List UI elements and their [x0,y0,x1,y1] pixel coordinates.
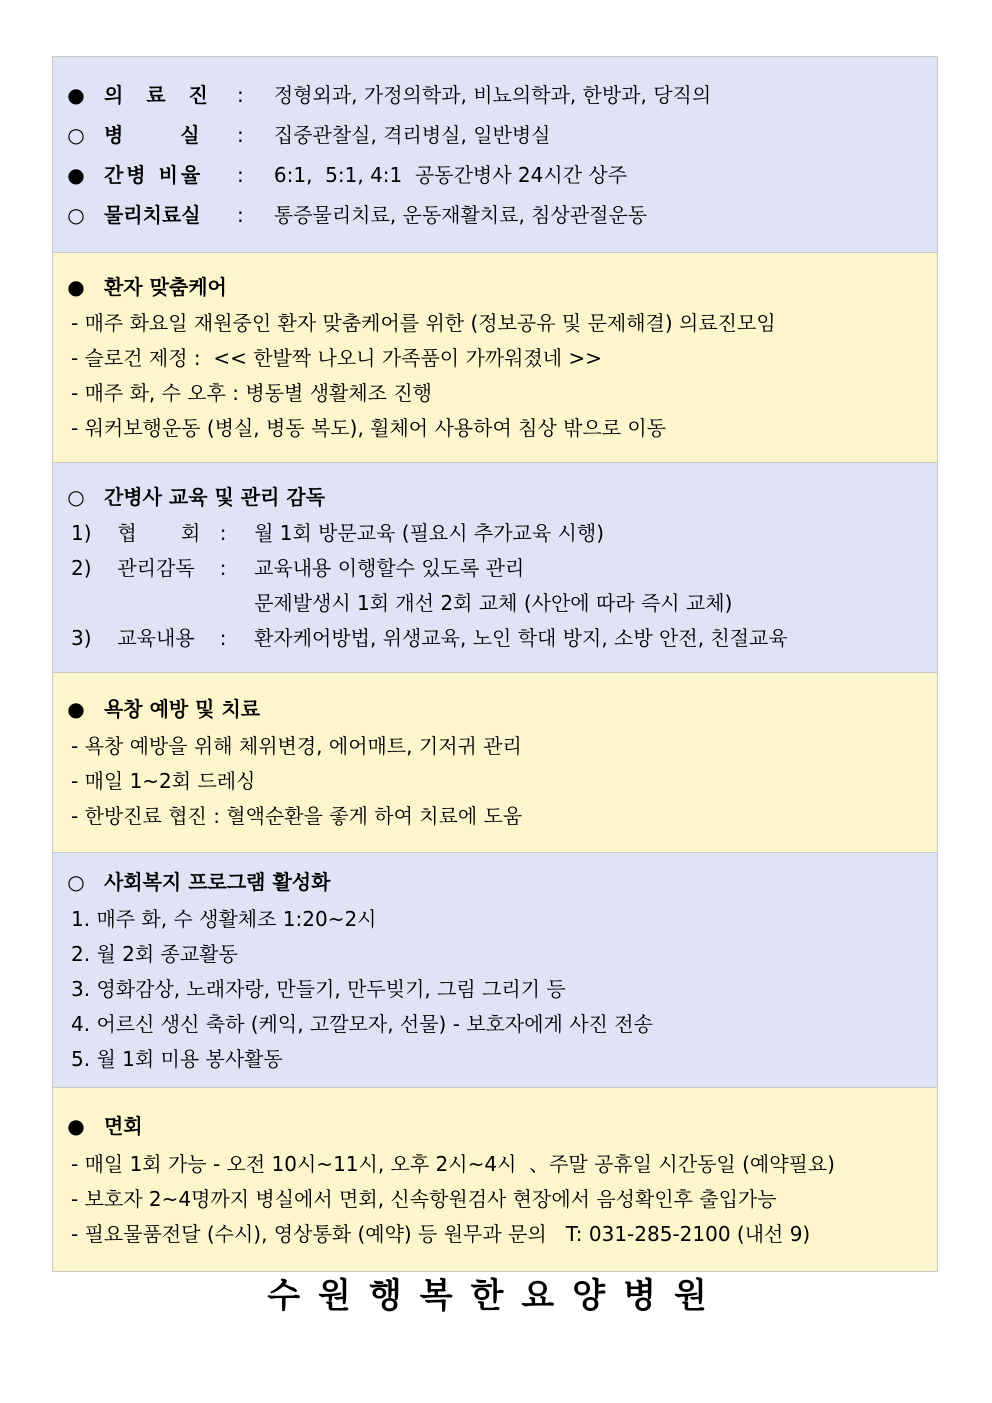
info-document [52,56,938,1272]
care-heading [53,275,227,299]
section-title: 면회 [103,1114,143,1138]
visit-section [53,1088,937,1271]
caregiver-row [71,556,524,580]
row-value: 문제발생시 1회 개선 2회 교체 (사안에 따라 즉시 교체) [254,591,733,615]
staff-label: 물리치료실 [103,203,201,227]
list-item: - 필요물품전달 (수시), 영상통화 (예약) 등 원무과 문의 T: 031-285-2100 (내선 9) [71,1222,811,1246]
list-item: - 슬로건 제정 : << 한발짝 나오니 가족품이 가까워졌네 >> [71,346,602,370]
hollow-circle-icon: ○ [67,123,85,147]
list-item: - 보호자 2~4명까지 병실에서 면회, 신속항원검사 현장에서 음성확인후 출입가능 [71,1187,777,1211]
caregiver-row-continued [71,591,732,615]
list-item: 5. 월 1회 미용 봉사활동 [71,1047,283,1071]
hollow-circle-icon: ○ [67,870,85,894]
staff-row-wards [53,123,551,147]
staff-row-nursing-ratio [53,163,627,187]
filled-circle-icon: ● [67,697,85,721]
row-value: 환자케어방법, 위생교육, 노인 학대 방지, 소방 안전, 친절교육 [254,626,788,650]
section-title: 욕창 예방 및 치료 [103,697,261,721]
row-number: 1) [71,521,92,545]
staff-value: 정형외과, 가정의학과, 비뇨의학과, 한방과, 당직의 [273,83,712,107]
hollow-circle-icon: ○ [67,485,85,509]
list-item: - 매주 화, 수 오후 : 병동별 생활체조 진행 [71,381,432,405]
list-item: 3. 영화감상, 노래자랑, 만들기, 만두빚기, 그림 그리기 등 [71,977,566,1001]
caregiver-row [71,521,604,545]
colon: : [236,123,244,147]
list-item: - 매일 1회 가능 - 오전 10시~11시, 오후 2시~4시 、주말 공휴일 시간동일 (예약필요) [71,1152,835,1176]
list-item: 4. 어르신 생신 축하 (케익, 고깔모자, 선물) - 보호자에게 사진 전송 [71,1012,653,1036]
hospital-name: 수원행복한요양병원 [267,1276,725,1316]
list-item: - 욕창 예방을 위해 체위변경, 에어매트, 기저귀 관리 [71,734,522,758]
visit-heading [53,1114,143,1138]
colon: : [219,521,227,545]
care-section [53,253,937,463]
staff-row-physio [53,203,647,227]
row-value: 월 1회 방문교육 (필요시 추가교육 시행) [254,521,604,545]
filled-circle-icon: ● [67,275,85,299]
colon: : [219,626,227,650]
welfare-section [53,853,937,1088]
list-item: - 한방진료 협진 : 혈액순환을 좋게 하여 치료에 도움 [71,804,523,828]
row-label: 교육내용 [117,626,195,650]
section-title: 환자 맞춤케어 [103,275,227,299]
row-number: 2) [71,556,92,580]
staff-row-doctors [53,83,711,107]
filled-circle-icon: ● [67,83,85,107]
list-item: - 워커보행운동 (병실, 병동 복도), 휠체어 사용하여 침상 밖으로 이동 [71,416,667,440]
list-item: - 매주 화요일 재원중인 환자 맞춤케어를 위한 (정보공유 및 문제해결) 의료진모임 [71,311,776,335]
staff-label: 간병 비율 [103,163,204,187]
row-value: 교육내용 이행할수 있도록 관리 [254,556,525,580]
caregiver-section [53,463,937,673]
staff-value: 집중관찰실, 격리병실, 일반병실 [273,123,551,147]
section-title: 사회복지 프로그램 활성화 [103,870,331,894]
row-label: 협 회 [117,521,201,545]
hollow-circle-icon: ○ [67,203,85,227]
section-title: 간병사 교육 및 관리 감독 [103,485,326,509]
bedsore-heading [53,697,260,721]
staff-section [53,57,937,253]
row-label: 관리감독 [117,556,195,580]
filled-circle-icon: ● [67,163,85,187]
staff-value: 통증물리치료, 운동재활치료, 침상관절운동 [273,203,648,227]
colon: : [236,203,244,227]
staff-label: 의 료 진 [103,83,216,107]
colon: : [219,556,227,580]
list-item: - 매일 1~2회 드레싱 [71,769,256,793]
caregiver-heading [53,485,325,509]
filled-circle-icon: ● [67,1114,85,1138]
staff-label: 병 실 [103,123,200,147]
list-item: 2. 월 2회 종교활동 [71,942,238,966]
list-item: 1. 매주 화, 수 생활체조 1:20~2시 [71,907,377,931]
caregiver-row [71,626,788,650]
colon: : [236,83,244,107]
staff-value: 6:1, 5:1, 4:1 공동간병사 24시간 상주 [273,163,628,187]
colon: : [236,163,244,187]
row-number: 3) [71,626,92,650]
bedsore-section [53,673,937,853]
welfare-heading [53,870,330,894]
